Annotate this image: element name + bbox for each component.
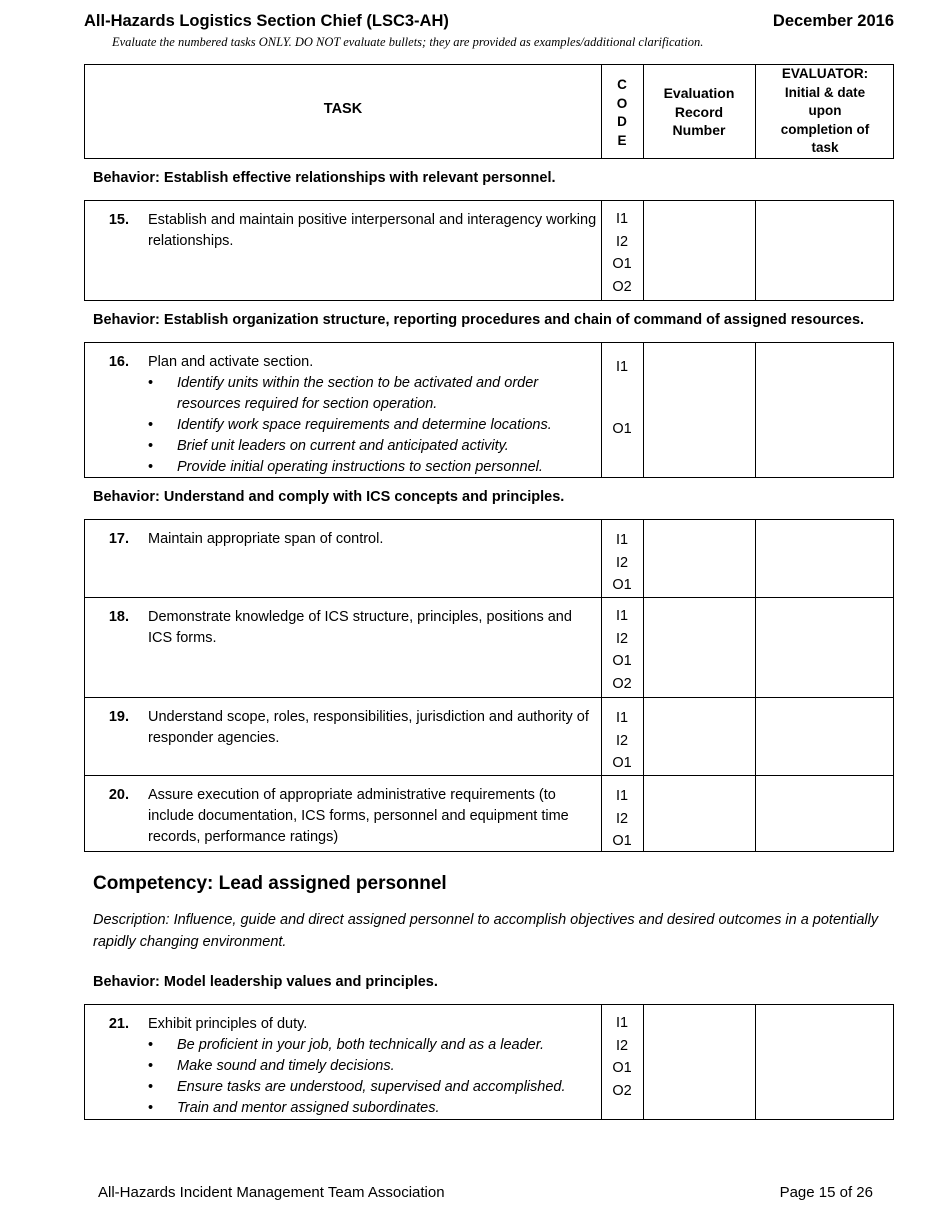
column-header-code: C O D E: [616, 77, 628, 148]
task-description: Demonstrate knowledge of ICS structure, principles, positions and ICS forms.: [148, 609, 572, 646]
task-codes: I1 O1: [612, 359, 632, 437]
bullet-item: • Make sound and timely decisions.: [148, 1056, 603, 1077]
footer-organization: All-Hazards Incident Management Team Association: [98, 1184, 445, 1201]
task-row-18: [85, 597, 893, 698]
task-bullets: [148, 373, 598, 478]
task-description: Assure execution of appropriate administrative requirements (to include documentation, ICS forms, personnel and equipment time records, performance ratings): [148, 787, 569, 845]
task-number: 17.: [108, 531, 129, 547]
task-number: 16.: [108, 354, 129, 370]
task-table: [84, 200, 894, 301]
task-number: 21.: [108, 1016, 129, 1032]
task-codes: I1 I2 O1 O2: [612, 608, 632, 692]
behavior-heading: Behavior: Understand and comply with ICS concepts and principles.: [93, 489, 565, 505]
task-codes: I1 I2 O1: [612, 710, 632, 771]
table-header: [84, 64, 894, 159]
task-number: 18.: [108, 609, 129, 625]
document-date: December 2016: [772, 12, 894, 30]
task-row-19: [85, 697, 893, 776]
bullet-item: • Train and mentor assigned subordinates.: [148, 1098, 603, 1119]
column-header-task: TASK: [323, 101, 363, 117]
bullet-item: • Brief unit leaders on current and anticipated activity.: [148, 436, 598, 457]
task-row-16: [85, 343, 893, 478]
bullet-item: • Identify work space requirements and determine locations.: [148, 415, 598, 436]
behavior-heading: Behavior: Model leadership values and principles.: [93, 974, 438, 990]
bullet-item: • Ensure tasks are understood, supervised and accomplished.: [148, 1077, 603, 1098]
task-description: Establish and maintain positive interpersonal and interagency working relationships.: [148, 212, 597, 249]
task-codes: I1 I2 O1: [612, 532, 632, 593]
page-number: Page 15 of 26: [779, 1184, 873, 1201]
task-codes: I1 I2 O1 O2: [612, 211, 632, 295]
task-description: Maintain appropriate span of control.: [148, 531, 384, 547]
behavior-heading: Behavior: Establish effective relationships with relevant personnel.: [93, 170, 556, 186]
column-header-evaluator: EVALUATOR: Initial & date upon completion of task: [780, 66, 870, 156]
task-number: 20.: [108, 787, 129, 803]
task-row-17: [85, 520, 893, 597]
competency-description: Description: Influence, guide and direct assigned personnel to accomplish objectives and desired outcomes in a potentially rapidly changing environment.: [93, 912, 879, 950]
task-row-15: [85, 201, 893, 301]
bullet-item: • Be proficient in your job, both technically and as a leader.: [148, 1035, 603, 1056]
task-number: 19.: [108, 709, 129, 725]
task-table: [84, 519, 894, 852]
task-table: [84, 1004, 894, 1120]
bullet-item: • Provide initial operating instructions to section personnel.: [148, 457, 598, 478]
bullet-item: • Identify units within the section to be activated and order resources required for section operation.: [148, 373, 598, 415]
task-table: [84, 342, 894, 478]
column-header-evaluation-record: Evaluation Record Number: [663, 85, 735, 138]
task-description: Understand scope, roles, responsibilities, jurisdiction and authority of responder agencies.: [148, 709, 589, 746]
document-title: All-Hazards Logistics Section Chief (LSC3-AH): [84, 12, 449, 30]
task-description: Plan and activate section.: [148, 354, 314, 370]
task-codes: I1 I2 O1: [612, 788, 632, 849]
task-row-21: [85, 1005, 893, 1120]
behavior-heading: Behavior: Establish organization structure, reporting procedures and chain of command of assigned resources.: [93, 312, 865, 328]
task-row-20: [85, 775, 893, 853]
evaluation-instruction: Evaluate the numbered tasks ONLY. DO NOT evaluate bullets; they are provided as examples/additional clarification.: [112, 35, 704, 49]
task-codes: I1 I2 O1 O2: [612, 1015, 632, 1099]
task-description: Exhibit principles of duty.: [148, 1016, 308, 1032]
competency-title: Competency: Lead assigned personnel: [93, 873, 447, 894]
task-bullets: [148, 1035, 603, 1119]
task-number: 15.: [108, 212, 129, 228]
